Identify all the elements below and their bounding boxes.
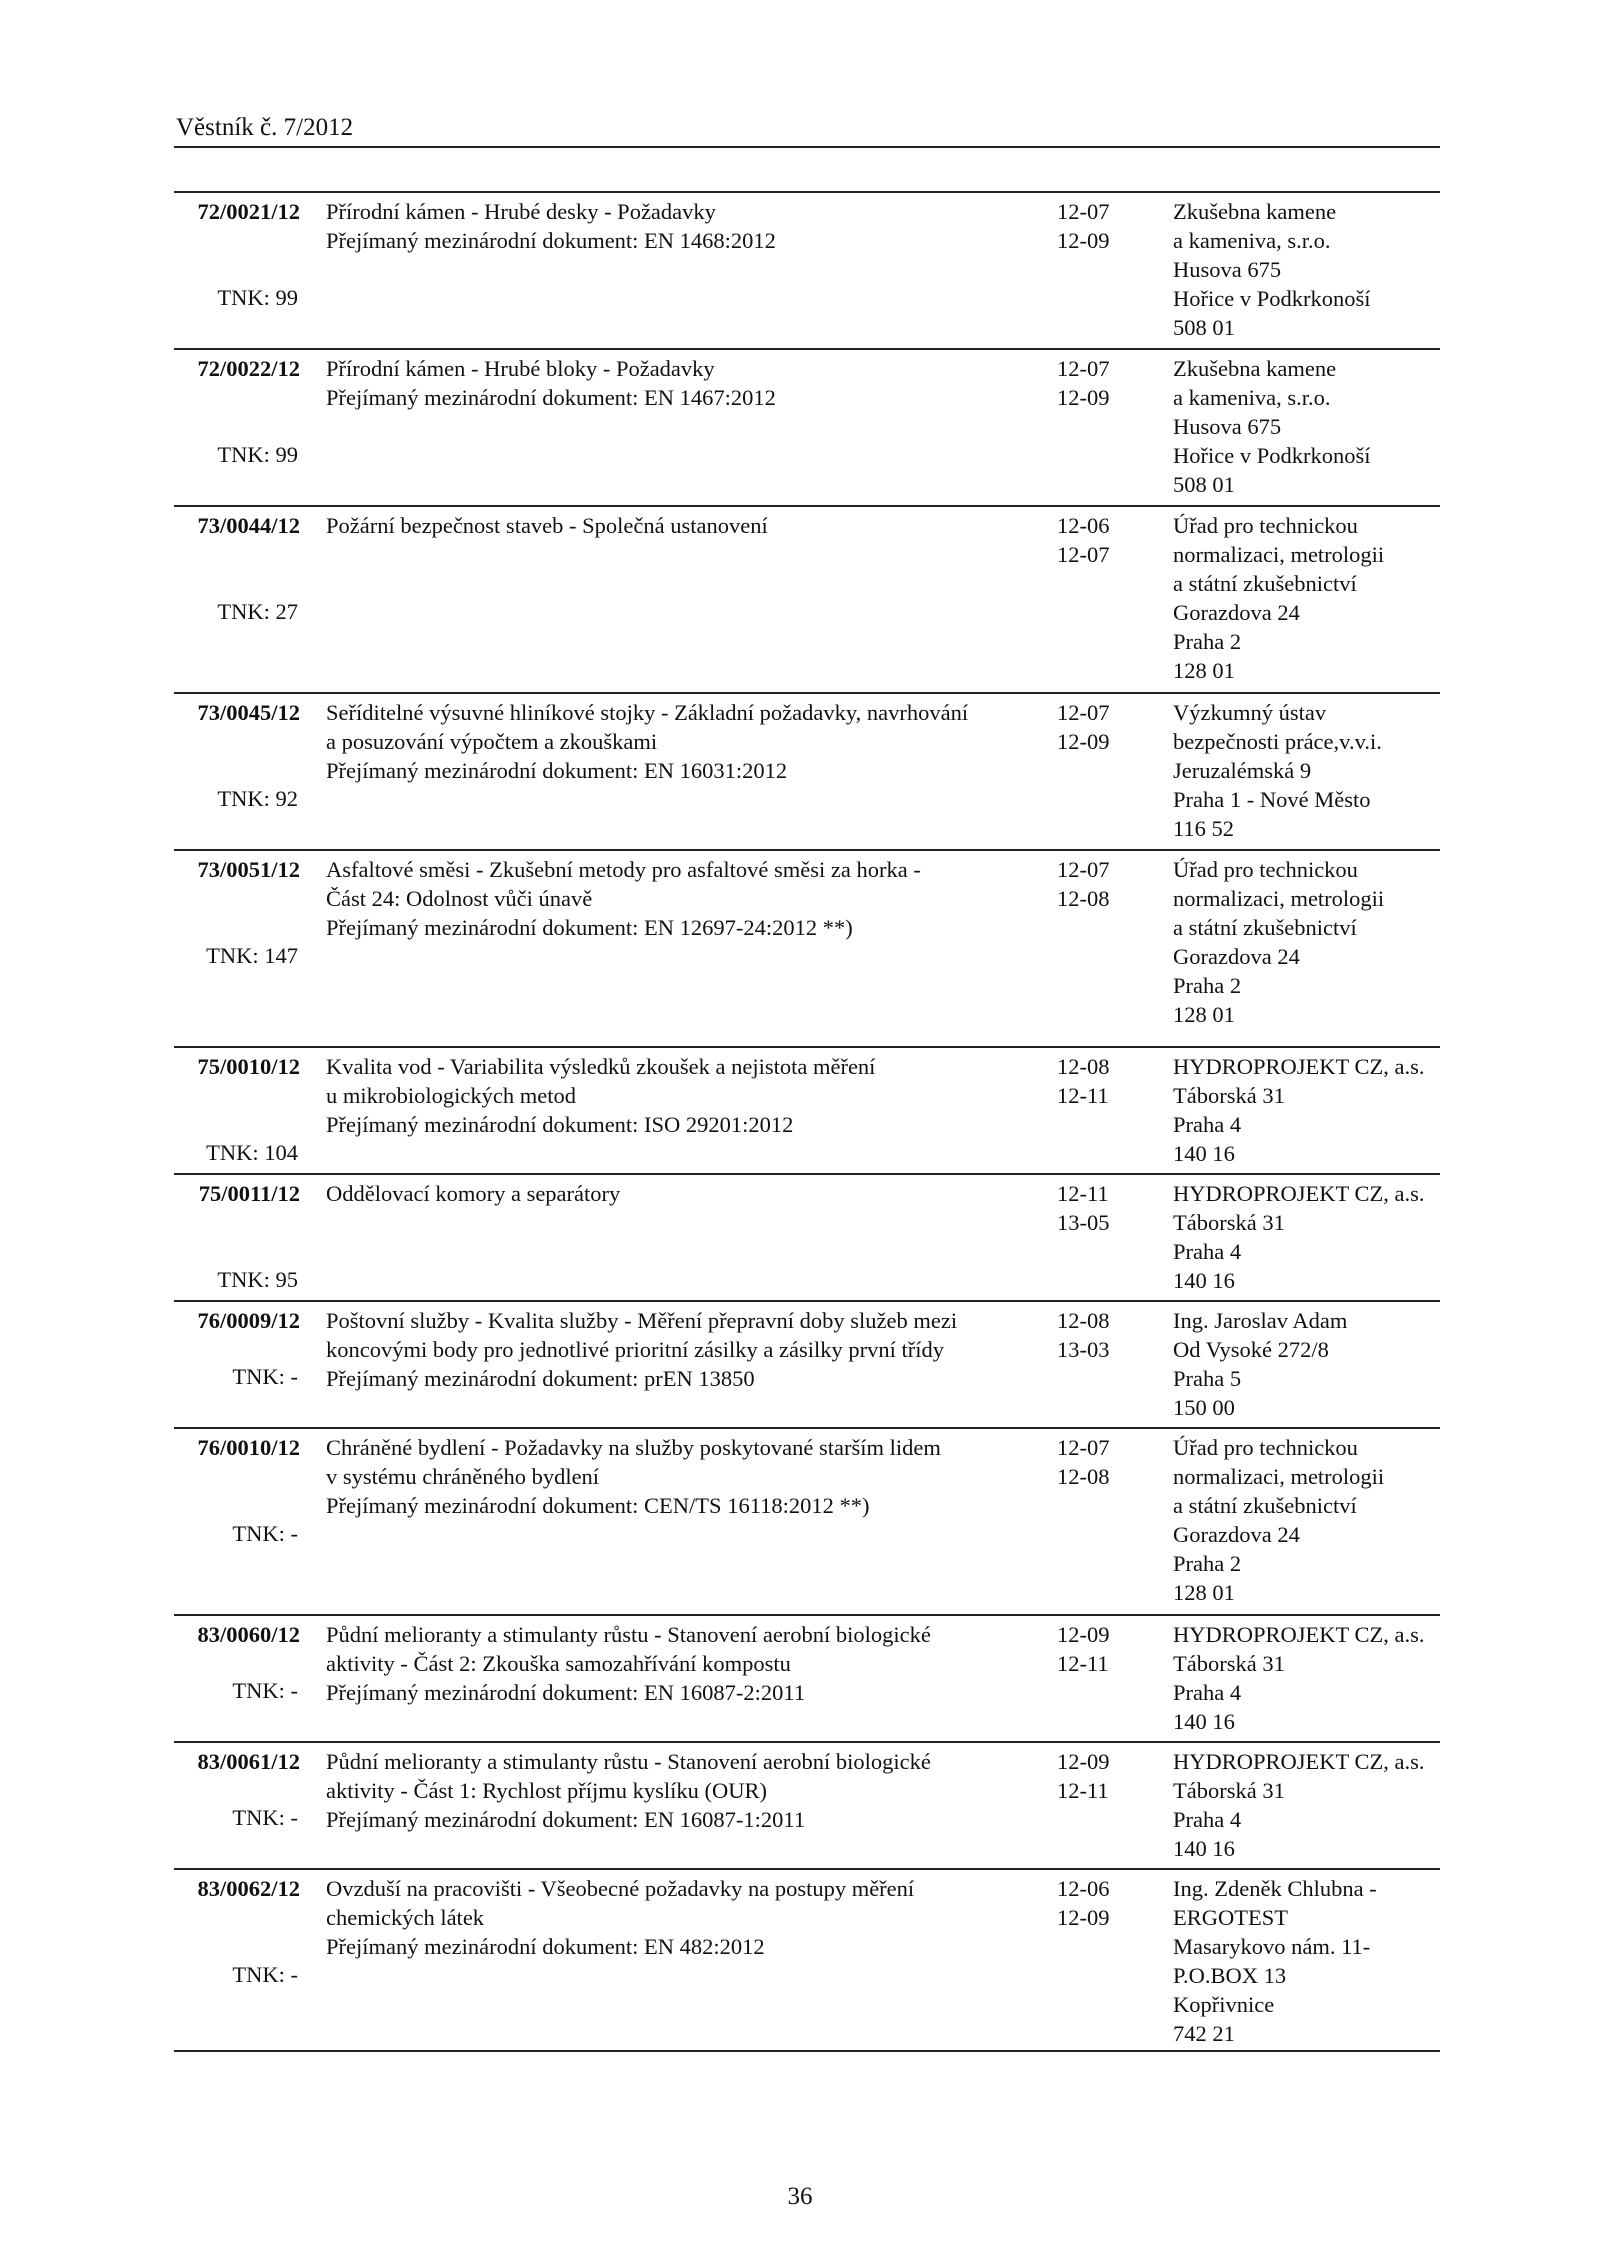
date-value: 12-08 [1057,1054,1110,1079]
standard-number-cell [176,197,300,226]
standard-number: 73/0051/12 [197,857,300,882]
dates-cell [1057,698,1137,756]
address-line: normalizaci, metrologii [1173,886,1385,911]
processor-address-cell [1173,1179,1443,1295]
title-line: Půdní melioranty a stimulanty růstu - Stanovení aerobní biologické [326,1622,931,1647]
address-line: a státní zkušebnictví [1173,571,1357,596]
standard-number: 72/0021/12 [197,199,300,224]
standard-number-cell [176,1306,300,1335]
date-value: 12-07 [1057,1435,1110,1460]
standard-number: 73/0044/12 [197,513,300,538]
table-row [174,350,1440,507]
standard-number: 83/0062/12 [197,1876,300,1901]
address-line: Táborská 31 [1173,1210,1285,1235]
standard-number-cell [176,354,300,383]
title-line: a posuzování výpočtem a zkouškami [326,729,658,754]
dates-cell [1057,511,1137,569]
address-line: a kameniva, s.r.o. [1173,228,1331,253]
dates-cell [1057,354,1137,412]
date-value: 13-03 [1057,1337,1110,1362]
address-line: Výzkumný ústav [1173,700,1327,725]
address-line: Praha 4 [1173,1239,1242,1264]
standard-number-cell [176,1874,300,1903]
address-line: Kopřivnice [1173,1992,1275,2017]
date-value: 12-08 [1057,1308,1110,1333]
page-header [174,112,1440,148]
title-line: Přejímaný mezinárodní dokument: EN 1467:2012 [326,385,776,410]
address-line: 140 16 [1173,1836,1235,1861]
address-line: Husova 675 [1173,257,1282,282]
address-line: normalizaci, metrologii [1173,542,1385,567]
title-line: Požární bezpečnost staveb - Společná ustanovení [326,513,768,538]
tnk-label: TNK: - [232,1962,298,1987]
table-row [174,1175,1440,1302]
address-line: Táborská 31 [1173,1651,1285,1676]
address-line: Praha 2 [1173,973,1242,998]
date-value: 12-11 [1057,1181,1109,1206]
address-line: Úřad pro technickou [1173,513,1358,538]
title-line: Asfaltové směsi - Zkušební metody pro asfaltové směsi za horka - [326,857,921,882]
standard-number: 76/0009/12 [197,1308,300,1333]
address-line: a státní zkušebnictví [1173,915,1357,940]
date-value: 12-06 [1057,1876,1110,1901]
processor-address-cell [1173,511,1443,685]
title-line: Ovzduší na pracovišti - Všeobecné požadavky na postupy měření [326,1876,915,1901]
address-line: Zkušebna kamene [1173,356,1337,381]
title-line: Kvalita vod - Variabilita výsledků zkoušek a nejistota měření [326,1054,876,1079]
address-line: Táborská 31 [1173,1778,1285,1803]
address-line: 742 21 [1173,2021,1235,2046]
dates-cell [1057,1620,1137,1678]
address-line: 140 16 [1173,1141,1235,1166]
dates-cell [1057,855,1137,913]
processor-address-cell [1173,1747,1443,1863]
address-line: Ing. Jaroslav Adam [1173,1308,1348,1333]
table-row [174,1048,1440,1175]
date-value: 13-05 [1057,1210,1110,1235]
address-line: Zkušebna kamene [1173,199,1337,224]
title-line: Oddělovací komory a separátory [326,1181,621,1206]
title-line: aktivity - Část 1: Rychlost příjmu kyslíku (OUR) [326,1778,767,1803]
standard-number: 73/0045/12 [197,700,300,725]
dates-cell [1057,1433,1137,1491]
processor-address-cell [1173,698,1443,843]
address-line: 128 01 [1173,658,1235,683]
table-row [174,1743,1440,1870]
date-value: 12-07 [1057,542,1110,567]
address-line: Praha 2 [1173,1551,1242,1576]
address-line: HYDROPROJEKT CZ, a.s. [1173,1054,1425,1079]
title-line: Půdní melioranty a stimulanty růstu - Stanovení aerobní biologické [326,1749,931,1774]
address-line: Praha 5 [1173,1366,1242,1391]
address-line: 116 52 [1173,816,1235,841]
title-line: Přejímaný mezinárodní dokument: prEN 13850 [326,1366,755,1391]
title-line: chemických látek [326,1905,485,1930]
address-line: 128 01 [1173,1002,1235,1027]
processor-address-cell [1173,1620,1443,1736]
address-line: normalizaci, metrologii [1173,1464,1385,1489]
address-line: 508 01 [1173,472,1235,497]
date-value: 12-06 [1057,513,1110,538]
address-line: Praha 4 [1173,1807,1242,1832]
title-line: Přejímaný mezinárodní dokument: EN 1468:2012 [326,228,776,253]
date-value: 12-08 [1057,886,1110,911]
title-line: Přírodní kámen - Hrubé bloky - Požadavky [326,356,715,381]
standard-number: 72/0022/12 [197,356,300,381]
standard-number-cell [176,1433,300,1462]
title-line: Přejímaný mezinárodní dokument: EN 16087-1:2011 [326,1807,806,1832]
date-value: 12-07 [1057,700,1110,725]
address-line: a státní zkušebnictví [1173,1493,1357,1518]
table-row [174,1870,1440,2052]
standard-number: 75/0011/12 [198,1181,300,1206]
address-line: Masarykovo nám. 11- [1173,1934,1371,1959]
processor-address-cell [1173,197,1443,342]
address-line: Jeruzalémská 9 [1173,758,1312,783]
address-line: ERGOTEST [1173,1905,1288,1930]
standard-number-cell [176,855,300,884]
title-line: v systému chráněného bydlení [326,1464,600,1489]
processor-address-cell [1173,1052,1443,1168]
address-line: Úřad pro technickou [1173,1435,1358,1460]
date-value: 12-07 [1057,857,1110,882]
date-value: 12-09 [1057,385,1110,410]
date-value: 12-09 [1057,1749,1110,1774]
title-line: koncovými body pro jednotlivé prioritní zásilky a zásilky první třídy [326,1337,945,1362]
standard-number-cell [176,1620,300,1649]
standard-number: 75/0010/12 [197,1054,300,1079]
address-line: Praha 1 - Nové Město [1173,787,1371,812]
tnk-label: TNK: - [232,1364,298,1389]
address-line: Husova 675 [1173,414,1282,439]
address-line: Praha 2 [1173,629,1242,654]
address-line: HYDROPROJEKT CZ, a.s. [1173,1622,1425,1647]
standard-number-cell [176,511,300,540]
date-value: 12-11 [1057,1651,1109,1676]
title-line: Poštovní služby - Kvalita služby - Měření přepravní doby služeb mezi [326,1308,958,1333]
dates-cell [1057,197,1137,255]
date-value: 12-08 [1057,1464,1110,1489]
title-line: Část 24: Odolnost vůči únavě [326,886,593,911]
page-number: 36 [787,2183,813,2210]
tnk-label: TNK: - [232,1678,298,1703]
tnk-label: TNK: 147 [206,943,298,968]
title-line: Chráněné bydlení - Požadavky na služby poskytované starším lidem [326,1435,941,1460]
address-line: Praha 4 [1173,1680,1242,1705]
title-line: Přejímaný mezinárodní dokument: EN 12697-24:2012 **) [326,915,853,940]
date-value: 12-09 [1057,1905,1110,1930]
dates-cell [1057,1306,1137,1364]
date-value: 12-11 [1057,1778,1109,1803]
title-line: Přejímaný mezinárodní dokument: EN 16087-2:2011 [326,1680,806,1705]
address-line: HYDROPROJEKT CZ, a.s. [1173,1181,1425,1206]
address-line: Gorazdova 24 [1173,1522,1300,1547]
standard-number-cell [176,1179,300,1208]
processor-address-cell [1173,1874,1443,2048]
date-value: 12-09 [1057,228,1110,253]
title-line: Seříditelné výsuvné hliníkové stojky - Základní požadavky, navrhování [326,700,969,725]
table-row [174,694,1440,851]
tnk-label: TNK: 104 [206,1140,298,1165]
standard-number: 83/0060/12 [197,1622,300,1647]
date-value: 12-07 [1057,199,1110,224]
tnk-label: TNK: 92 [217,786,298,811]
table-row [174,193,1440,350]
processor-address-cell [1173,1306,1443,1422]
address-line: 140 16 [1173,1709,1235,1734]
standard-number: 76/0010/12 [197,1435,300,1460]
title-line: Přejímaný mezinárodní dokument: EN 482:2012 [326,1934,765,1959]
address-line: Ing. Zdeněk Chlubna - [1173,1876,1377,1901]
title-line: Přejímaný mezinárodní dokument: ISO 29201:2012 [326,1112,794,1137]
title-line: aktivity - Část 2: Zkouška samozahřívání kompostu [326,1651,791,1676]
date-value: 12-11 [1057,1083,1109,1108]
tnk-label: TNK: 99 [217,285,298,310]
standard-number: 83/0061/12 [197,1749,300,1774]
address-line: Hořice v Podkrkonoší [1173,443,1371,468]
address-line: P.O.BOX 13 [1173,1963,1287,1988]
journal-title: Věstník č. 7/2012 [176,114,354,141]
table-row [174,851,1440,1048]
processor-address-cell [1173,1433,1443,1607]
title-line: Přejímaný mezinárodní dokument: CEN/TS 16118:2012 **) [326,1493,870,1518]
tnk-label: TNK: - [232,1521,298,1546]
dates-cell [1057,1874,1137,1932]
address-line: a kameniva, s.r.o. [1173,385,1331,410]
address-line: bezpečnosti práce,v.v.i. [1173,729,1382,754]
address-line: 508 01 [1173,315,1235,340]
address-line: Od Vysoké 272/8 [1173,1337,1329,1362]
date-value: 12-09 [1057,729,1110,754]
processor-address-cell [1173,354,1443,499]
dates-cell [1057,1179,1137,1237]
title-line: Přírodní kámen - Hrubé desky - Požadavky [326,199,716,224]
address-line: Gorazdova 24 [1173,944,1300,969]
standards-table [174,191,1440,2052]
address-line: Gorazdova 24 [1173,600,1300,625]
tnk-label: TNK: 27 [217,599,298,624]
address-line: Praha 4 [1173,1112,1242,1137]
date-value: 12-09 [1057,1622,1110,1647]
standard-number-cell [176,1052,300,1081]
address-line: Úřad pro technickou [1173,857,1358,882]
title-line: Přejímaný mezinárodní dokument: EN 16031:2012 [326,758,788,783]
address-line: Táborská 31 [1173,1083,1285,1108]
address-line: 150 00 [1173,1395,1235,1420]
standard-number-cell [176,1747,300,1776]
date-value: 12-07 [1057,356,1110,381]
table-row [174,1429,1440,1616]
tnk-label: TNK: 95 [217,1267,298,1292]
dates-cell [1057,1747,1137,1805]
tnk-label: TNK: 99 [217,442,298,467]
title-line: u mikrobiologických metod [326,1083,576,1108]
table-row [174,1302,1440,1429]
table-row [174,1616,1440,1743]
processor-address-cell [1173,855,1443,1029]
tnk-label: TNK: - [232,1805,298,1830]
table-row [174,507,1440,694]
address-line: HYDROPROJEKT CZ, a.s. [1173,1749,1425,1774]
standard-number-cell [176,698,300,727]
address-line: 140 16 [1173,1268,1235,1293]
dates-cell [1057,1052,1137,1110]
address-line: Hořice v Podkrkonoší [1173,286,1371,311]
address-line: 128 01 [1173,1580,1235,1605]
